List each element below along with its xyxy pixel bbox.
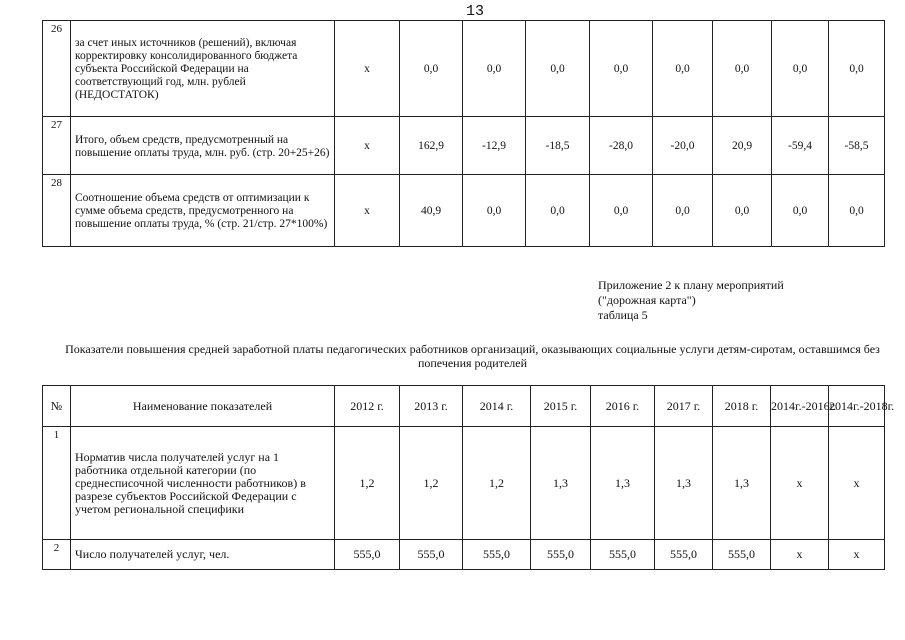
row-value: -58,5 bbox=[829, 117, 885, 175]
column-header: 2015 г. bbox=[531, 386, 591, 427]
row-value: 1,3 bbox=[713, 427, 771, 540]
row-value: x bbox=[829, 540, 885, 570]
row-value: x bbox=[335, 175, 400, 247]
row-description: за счет иных источников (решений), включая корректировку консолидированного бюджета субъекта Российской Федерации на соответствующий год, млн. рублей (НЕДОСТАТОК) bbox=[71, 21, 335, 117]
row-value: 0,0 bbox=[713, 21, 772, 117]
row-value: -18,5 bbox=[526, 117, 590, 175]
column-header: 2013 г. bbox=[400, 386, 463, 427]
row-value: 555,0 bbox=[713, 540, 771, 570]
row-value: -12,9 bbox=[463, 117, 526, 175]
row-value: 40,9 bbox=[400, 175, 463, 247]
row-value: 1,3 bbox=[591, 427, 655, 540]
table-row bbox=[43, 427, 885, 540]
row-description: Число получателей услуг, чел. bbox=[71, 540, 335, 570]
table2-title: Показатели повышения средней заработной платы педагогических работников организаций, оказывающих социальные услуги детям-сиротам, оставшимся без попечения родителей bbox=[65, 342, 880, 370]
table-row bbox=[43, 21, 885, 117]
row-value: 555,0 bbox=[335, 540, 400, 570]
row-value: x bbox=[335, 117, 400, 175]
row-description: Норматив числа получателей услуг на 1 работника отдельной категории (по среднесписочной численности работников) в разрезе субъектов Российской Федерации с учетом региональной специфики bbox=[71, 427, 335, 540]
column-header: 2017 г. bbox=[655, 386, 713, 427]
row-value: 0,0 bbox=[590, 21, 653, 117]
column-header: 2018 г. bbox=[713, 386, 771, 427]
row-description: Итого, объем средств, предусмотренный на повышение оплаты труда, млн. руб. (стр. 20+25+26) bbox=[71, 117, 335, 175]
row-value: -28,0 bbox=[590, 117, 653, 175]
row-value: 0,0 bbox=[829, 175, 885, 247]
row-value: 1,2 bbox=[463, 427, 531, 540]
appendix-line-2: ("дорожная карта") bbox=[598, 293, 696, 307]
row-value: 555,0 bbox=[400, 540, 463, 570]
row-value: 162,9 bbox=[400, 117, 463, 175]
row-number: 27 bbox=[43, 117, 71, 175]
row-value: 0,0 bbox=[590, 175, 653, 247]
row-value: 20,9 bbox=[713, 117, 772, 175]
row-value: 0,0 bbox=[400, 21, 463, 117]
row-value: x bbox=[335, 21, 400, 117]
row-value: 555,0 bbox=[531, 540, 591, 570]
row-value: 0,0 bbox=[713, 175, 772, 247]
row-number: 26 bbox=[43, 21, 71, 117]
row-value: 0,0 bbox=[829, 21, 885, 117]
column-header: 2014г.-2018г. bbox=[829, 386, 885, 427]
indicators-table bbox=[42, 385, 895, 570]
row-number: 28 bbox=[43, 175, 71, 247]
row-value: 555,0 bbox=[655, 540, 713, 570]
row-number: 1 bbox=[43, 427, 71, 540]
row-value: 0,0 bbox=[463, 21, 526, 117]
row-value: 1,2 bbox=[400, 427, 463, 540]
row-value: 555,0 bbox=[591, 540, 655, 570]
column-header: 2016 г. bbox=[591, 386, 655, 427]
table-row bbox=[43, 175, 885, 247]
table-row bbox=[43, 540, 885, 570]
column-header: № bbox=[43, 386, 71, 427]
column-header: 2014г.-2016г. bbox=[771, 386, 829, 427]
row-value: -59,4 bbox=[772, 117, 829, 175]
row-value: 0,0 bbox=[772, 175, 829, 247]
column-header: 2012 г. bbox=[335, 386, 400, 427]
column-header: Наименование показателей bbox=[71, 386, 335, 427]
continuation-table bbox=[42, 20, 885, 247]
row-value: x bbox=[771, 540, 829, 570]
row-value: 0,0 bbox=[653, 175, 713, 247]
appendix-line-1: Приложение 2 к плану мероприятий bbox=[598, 278, 784, 292]
row-value: 0,0 bbox=[653, 21, 713, 117]
appendix-note bbox=[598, 278, 784, 323]
row-value: 555,0 bbox=[463, 540, 531, 570]
row-value: 1,3 bbox=[655, 427, 713, 540]
row-value: x bbox=[771, 427, 829, 540]
page-number: 13 bbox=[466, 3, 485, 20]
appendix-line-3: таблица 5 bbox=[598, 308, 648, 322]
row-value: 0,0 bbox=[772, 21, 829, 117]
row-value: 0,0 bbox=[526, 21, 590, 117]
row-number: 2 bbox=[43, 540, 71, 570]
row-description: Соотношение объема средств от оптимизации к сумме объема средств, предусмотренного на повышение оплаты труда, % (стр. 21/стр. 27*100%) bbox=[71, 175, 335, 247]
row-value: x bbox=[829, 427, 885, 540]
row-value: 1,2 bbox=[335, 427, 400, 540]
row-value: 0,0 bbox=[463, 175, 526, 247]
row-value: 0,0 bbox=[526, 175, 590, 247]
row-value: -20,0 bbox=[653, 117, 713, 175]
column-header: 2014 г. bbox=[463, 386, 531, 427]
row-value: 1,3 bbox=[531, 427, 591, 540]
table-row bbox=[43, 117, 885, 175]
